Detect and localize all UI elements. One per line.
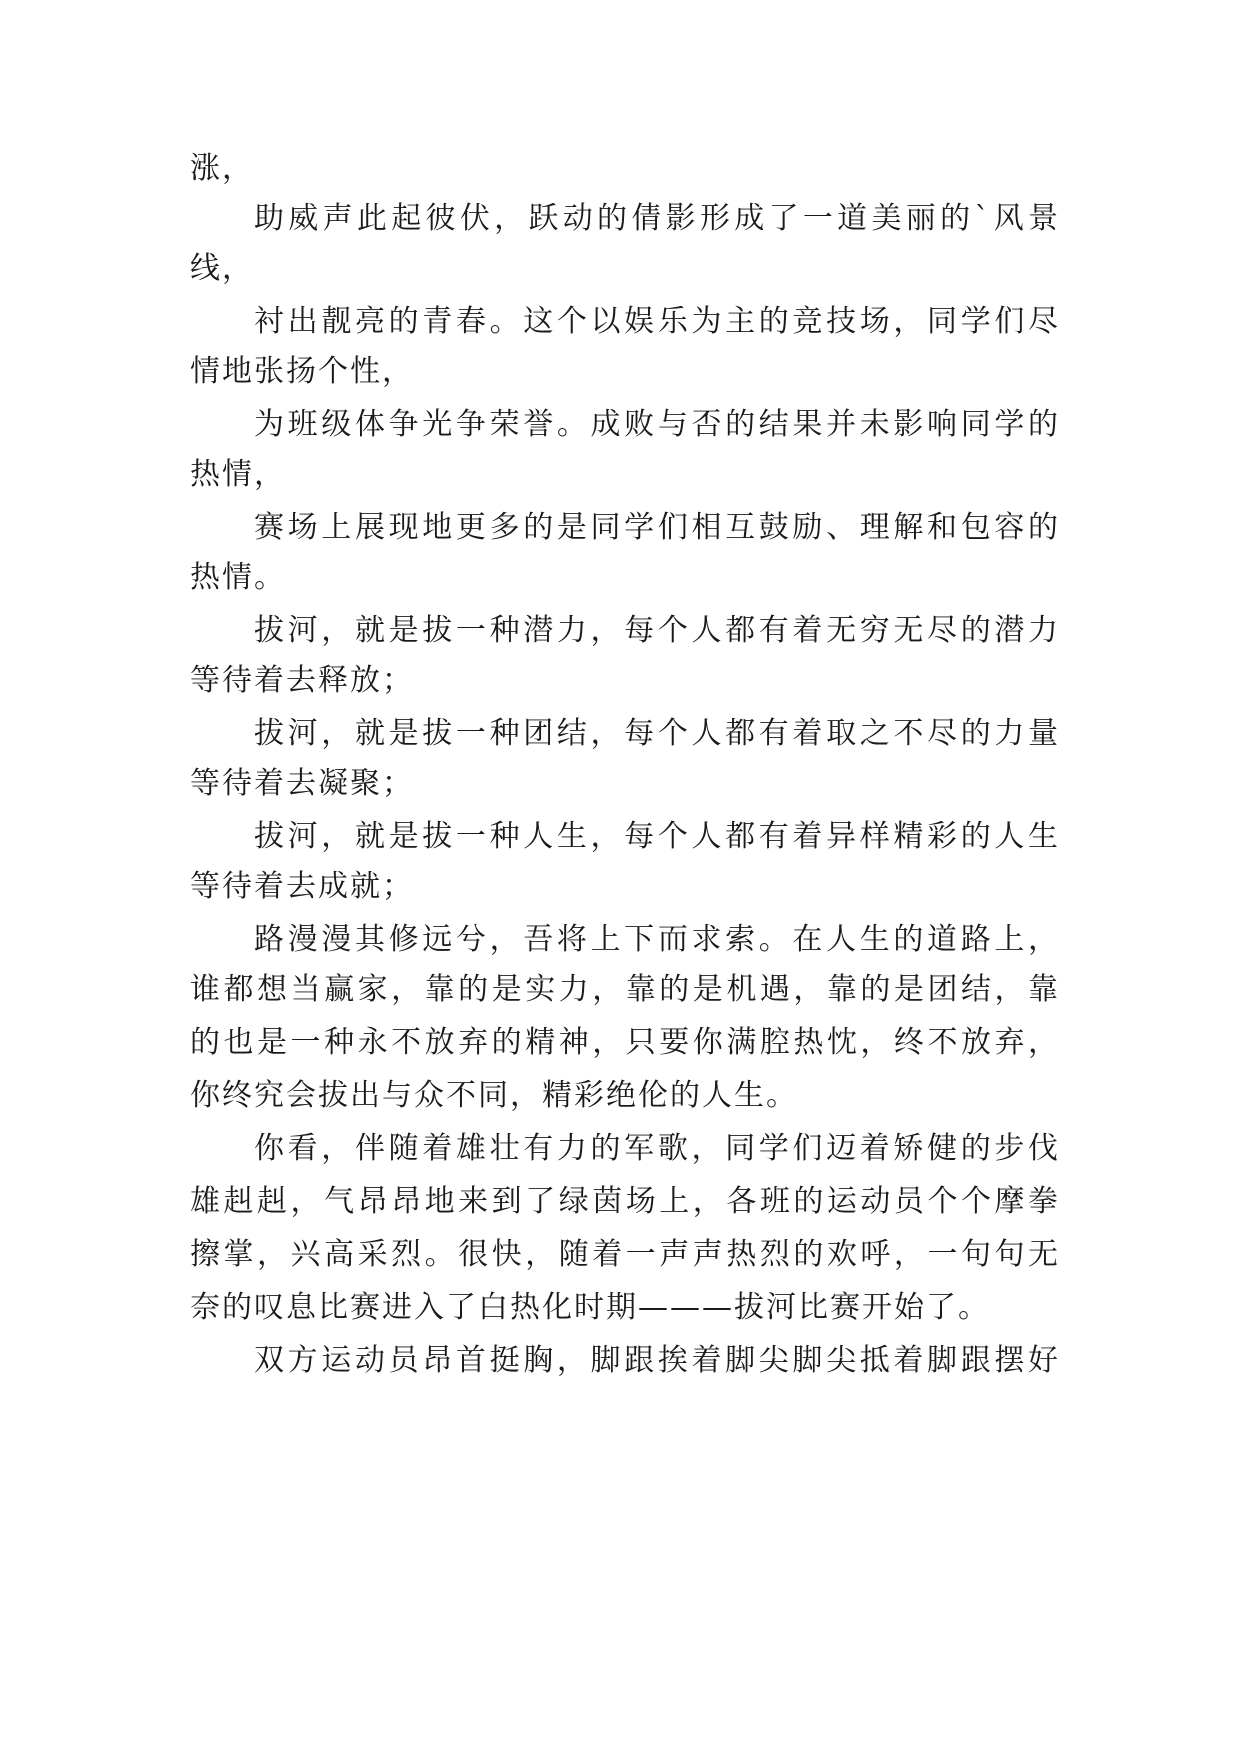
text-line: 双方运动员昂首挺胸，脚跟挨着脚尖脚尖抵着脚跟摆好 (254, 1343, 1060, 1378)
text-line: 等待着去凝聚； (190, 766, 414, 801)
text-line: 热情， (190, 457, 286, 492)
text-line: 拔河，就是拔一种团结，每个人都有着取之不尽的力量 (254, 716, 1060, 751)
text-line: 奈的叹息比赛进入了白热化时期———拔河比赛开始了。 (190, 1290, 990, 1325)
text-line: 的也是一种永不放弃的精神，只要你满腔热忱，终不放弃， (190, 1025, 1060, 1060)
text-line: 擦掌，兴高采烈。很快，随着一声声热烈的欢呼，一句句无 (190, 1237, 1060, 1272)
text-line: 情地张扬个性， (190, 354, 414, 389)
text-line: 拔河，就是拔一种潜力，每个人都有着无穷无尽的潜力 (254, 613, 1060, 648)
text-line: 路漫漫其修远兮，吾将上下而求索。在人生的道路上， (254, 922, 1060, 957)
text-line: 等待着去释放； (190, 663, 414, 698)
text-line: 线， (190, 251, 254, 286)
text-line: 雄赳赳，气昂昂地来到了绿茵场上，各班的运动员个个摩拳 (190, 1184, 1060, 1219)
text-line: 助威声此起彼伏，跃动的倩影形成了一道美丽的`风景 (254, 201, 1060, 236)
text-line: 谁都想当赢家，靠的是实力，靠的是机遇，靠的是团结，靠 (190, 972, 1060, 1007)
text-line: 热情。 (190, 560, 286, 595)
text-line: 衬出靓亮的青春。这个以娱乐为主的竞技场，同学们尽 (254, 304, 1060, 339)
text-line: 等待着去成就； (190, 869, 414, 904)
text-line: 赛场上展现地更多的是同学们相互鼓励、理解和包容的 (254, 510, 1060, 545)
text-line: 你终究会拔出与众不同，精彩绝伦的人生。 (190, 1078, 798, 1113)
text-line: 为班级体争光争荣誉。成败与否的结果并未影响同学的 (254, 407, 1060, 442)
text-line: 涨， (190, 151, 254, 186)
text-line: 你看，伴随着雄壮有力的军歌，同学们迈着矫健的步伐 (254, 1131, 1060, 1166)
text-line: 拔河，就是拔一种人生，每个人都有着异样精彩的人生 (254, 819, 1060, 854)
